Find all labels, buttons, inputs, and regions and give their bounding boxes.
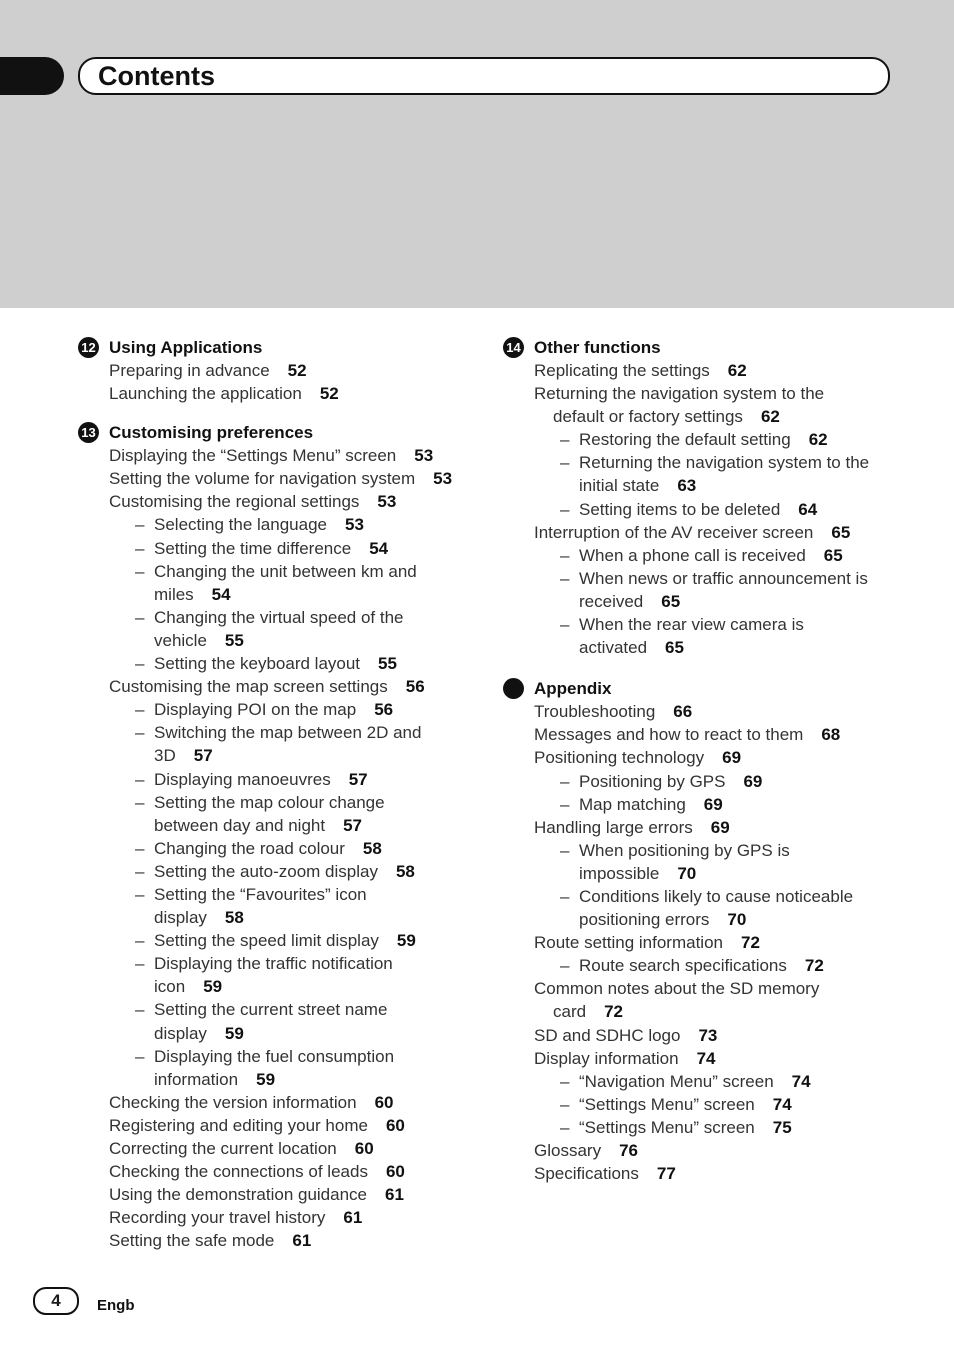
section-title[interactable]: Appendix — [534, 679, 612, 699]
page-ref: 58 — [395, 861, 415, 881]
dash-bullet: – — [560, 453, 570, 473]
section-heading — [78, 421, 478, 444]
toc-subentry[interactable] — [503, 839, 923, 885]
page-ref: 59 — [396, 931, 416, 951]
toc-subentry[interactable] — [78, 513, 478, 536]
entry-text: icon — [154, 977, 186, 997]
dash-bullet: – — [135, 838, 145, 858]
toc-subentry[interactable] — [78, 652, 478, 675]
page-ref: 62 — [760, 407, 780, 427]
toc-entry[interactable] — [78, 444, 478, 467]
dash-bullet: – — [135, 561, 145, 581]
page-ref: 73 — [698, 1025, 718, 1045]
entry-text: Registering and editing your home — [109, 1115, 368, 1135]
toc-section — [503, 677, 923, 1185]
page-ref: 65 — [665, 638, 684, 658]
toc-subentry[interactable] — [78, 929, 478, 952]
toc-column-left — [78, 336, 478, 1268]
page-ref: 65 — [661, 591, 681, 611]
page-ref: 70 — [727, 910, 747, 930]
page-ref: 58 — [224, 908, 244, 928]
entry-text: Using the demonstration guidance — [109, 1185, 367, 1205]
entry-text: Preparing in advance — [109, 361, 270, 380]
toc-subentry[interactable] — [78, 860, 478, 883]
page-ref: 68 — [821, 725, 841, 745]
entry-text: Checking the connections of leads — [109, 1162, 368, 1182]
entry-text: miles — [154, 584, 194, 604]
toc-entry[interactable] — [503, 700, 923, 723]
toc-entry[interactable] — [78, 490, 478, 513]
toc-entry[interactable] — [78, 359, 478, 382]
page-ref: 61 — [292, 1231, 312, 1251]
entry-text: Setting the time difference — [154, 538, 352, 558]
page-ref: 55 — [224, 630, 244, 650]
page-title: Contents — [98, 61, 215, 91]
toc-subentry[interactable] — [503, 1093, 923, 1116]
entry-text: Switching the map between 2D and — [154, 723, 422, 743]
page-ref: 59 — [256, 1069, 276, 1089]
toc-subentry[interactable] — [78, 837, 478, 860]
page-ref: 64 — [798, 499, 818, 519]
entry-text: display — [154, 908, 207, 928]
toc-entry[interactable] — [503, 359, 923, 382]
toc-subentry[interactable] — [503, 613, 923, 659]
page-ref: 75 — [772, 1117, 792, 1137]
section-title[interactable]: Customising preferences — [109, 423, 314, 443]
page-ref: 72 — [604, 1002, 623, 1022]
dash-bullet: – — [560, 956, 570, 976]
section-heading — [503, 677, 923, 700]
toc-entry[interactable] — [503, 816, 923, 839]
entry-text: Changing the road colour — [154, 838, 345, 858]
entry-text: Displaying the fuel consumption — [154, 1046, 395, 1066]
dash-bullet: – — [560, 794, 570, 814]
entry-text: “Settings Menu” screen — [579, 1117, 755, 1137]
entry-text: display — [154, 1023, 207, 1043]
dash-bullet: – — [135, 515, 145, 535]
page-ref: 74 — [696, 1048, 716, 1068]
toc-subentry[interactable] — [78, 768, 478, 791]
page-ref: 56 — [405, 677, 425, 697]
toc-entry[interactable] — [78, 382, 478, 405]
entry-text: card — [553, 1002, 587, 1022]
page-ref: 72 — [804, 956, 824, 976]
page-ref: 60 — [374, 1092, 394, 1112]
toc-subentry[interactable] — [503, 1116, 923, 1139]
dash-bullet: – — [135, 538, 145, 558]
dash-bullet: – — [135, 1000, 145, 1020]
entry-text: When news or traffic announcement is — [579, 568, 868, 588]
page-ref: 66 — [673, 702, 693, 722]
toc-entry[interactable] — [78, 1114, 478, 1137]
language-code: Engb — [97, 1297, 135, 1314]
entry-text: Specifications — [534, 1164, 639, 1184]
entry-text: Launching the application — [109, 384, 302, 404]
toc-entry[interactable] — [503, 977, 923, 1023]
toc-subentry[interactable] — [503, 428, 923, 451]
dash-bullet: – — [560, 886, 570, 906]
entry-text: When a phone call is received — [579, 545, 806, 565]
dash-bullet: – — [135, 769, 145, 789]
entry-text: “Settings Menu” screen — [579, 1094, 755, 1114]
toc-entry[interactable] — [78, 1091, 478, 1114]
chapter-number-badge: 13 — [78, 422, 99, 443]
dash-bullet: – — [560, 499, 570, 519]
dash-bullet: – — [135, 954, 145, 974]
toc-subentry[interactable] — [503, 498, 923, 521]
toc-entry[interactable] — [503, 1024, 923, 1047]
entry-text: Handling large errors — [534, 817, 693, 837]
toc-entry[interactable] — [503, 1139, 923, 1162]
page-ref: 60 — [385, 1115, 405, 1135]
dash-bullet: – — [135, 1046, 145, 1066]
dash-bullet: – — [560, 545, 570, 565]
entry-text: Setting the current street name — [154, 1000, 388, 1020]
page-ref: 61 — [385, 1185, 404, 1205]
toc-subentry[interactable] — [503, 793, 923, 816]
dash-bullet: – — [560, 430, 570, 450]
section-heading — [503, 336, 923, 359]
entry-text: Displaying POI on the map — [154, 700, 357, 720]
page-ref: 55 — [378, 654, 397, 674]
page-ref: 62 — [727, 361, 747, 380]
page-ref: 58 — [362, 838, 382, 858]
page-ref: 76 — [619, 1141, 638, 1160]
page-ref: 65 — [823, 545, 843, 565]
page-ref: 53 — [433, 469, 453, 489]
entry-text: 3D — [154, 746, 176, 766]
toc-column-right — [503, 336, 923, 1201]
page-ref: 52 — [287, 361, 307, 380]
toc-entry[interactable] — [503, 723, 923, 746]
entry-text: positioning errors — [579, 910, 710, 930]
toc-subentry[interactable] — [78, 1045, 478, 1091]
page-ref: 74 — [772, 1094, 792, 1114]
page-ref: 52 — [319, 384, 339, 404]
entry-text: Displaying the “Settings Menu” screen — [109, 446, 397, 466]
page-number: 4 — [33, 1287, 79, 1315]
entry-text: Route setting information — [534, 933, 723, 953]
entry-text: activated — [579, 638, 648, 658]
dash-bullet: – — [560, 615, 570, 635]
toc-entry[interactable] — [503, 1162, 923, 1185]
toc-entry[interactable] — [503, 746, 923, 769]
page-ref: 53 — [414, 446, 434, 466]
entry-text: Returning the navigation system to the — [534, 384, 825, 404]
dash-bullet: – — [135, 723, 145, 743]
toc-subentry[interactable] — [78, 883, 478, 929]
page-ref: 53 — [377, 492, 397, 512]
page-ref: 72 — [741, 933, 760, 953]
entry-text: Interruption of the AV receiver screen — [534, 522, 814, 542]
entry-text: Returning the navigation system to the — [579, 453, 870, 473]
entry-text: Route search specifications — [579, 956, 787, 976]
entry-text: Setting the safe mode — [109, 1231, 275, 1251]
page-ref: 74 — [791, 1071, 811, 1091]
entry-text: Correcting the current location — [109, 1139, 337, 1158]
entry-text: Conditions likely to cause noticeable — [579, 886, 854, 906]
toc-subentry[interactable] — [78, 537, 478, 560]
toc-entry[interactable] — [78, 1137, 478, 1160]
dash-bullet: – — [560, 1071, 570, 1091]
entry-text: Checking the version information — [109, 1092, 357, 1112]
entry-text: initial state — [579, 476, 660, 496]
toc-subentry[interactable] — [78, 606, 478, 652]
entry-text: Displaying manoeuvres — [154, 769, 331, 789]
toc-entry[interactable] — [78, 1229, 478, 1252]
entry-text: between day and night — [154, 815, 326, 835]
entry-text: Setting the keyboard layout — [154, 654, 361, 674]
entry-text: Changing the virtual speed of the — [154, 607, 404, 627]
page-ref: 69 — [703, 794, 723, 814]
chapter-number-badge: 12 — [78, 337, 99, 358]
entry-text: Positioning by GPS — [579, 771, 726, 791]
section-title[interactable]: Other functions — [534, 338, 661, 357]
page-ref: 70 — [677, 863, 697, 883]
dash-bullet: – — [135, 700, 145, 720]
toc-entry[interactable] — [78, 675, 478, 698]
entry-text: Positioning technology — [534, 748, 705, 768]
entry-text: Setting the map colour change — [154, 792, 385, 812]
entry-text: Selecting the language — [154, 515, 327, 535]
page-ref: 57 — [343, 815, 363, 835]
entry-text: Setting items to be deleted — [579, 499, 781, 519]
entry-text: Displaying the traffic notification — [154, 954, 393, 974]
page-ref: 62 — [808, 430, 828, 450]
dash-bullet: – — [135, 654, 145, 674]
dash-bullet: – — [135, 607, 145, 627]
entry-text: Changing the unit between km and — [154, 561, 417, 581]
toc-entry[interactable] — [78, 467, 478, 490]
dash-bullet: – — [560, 568, 570, 588]
chapter-number-badge — [503, 678, 524, 699]
toc-entry[interactable] — [503, 931, 923, 954]
dash-bullet: – — [560, 771, 570, 791]
toc-subentry[interactable] — [503, 770, 923, 793]
toc-subentry[interactable] — [503, 567, 923, 613]
page-ref: 69 — [722, 748, 742, 768]
entry-text: Troubleshooting — [534, 702, 656, 722]
page-ref: 54 — [369, 538, 389, 558]
toc-subentry[interactable] — [503, 954, 923, 977]
entry-text: Recording your travel history — [109, 1208, 326, 1228]
toc-entry[interactable] — [78, 1183, 478, 1206]
toc-entry[interactable] — [503, 382, 923, 428]
entry-text: vehicle — [154, 630, 207, 650]
toc-subentry[interactable] — [78, 721, 478, 767]
toc-subentry[interactable] — [78, 560, 478, 606]
entry-text: Display information — [534, 1048, 679, 1068]
toc-section — [78, 336, 478, 405]
toc-entry[interactable] — [503, 521, 923, 544]
entry-text: Restoring the default setting — [579, 430, 791, 450]
page-ref: 77 — [656, 1164, 676, 1184]
page-ref: 59 — [224, 1023, 244, 1043]
header-band — [0, 0, 954, 308]
dash-bullet: – — [560, 840, 570, 860]
section-heading — [78, 336, 478, 359]
entry-text: Messages and how to react to them — [534, 725, 804, 745]
chapter-tab — [0, 57, 64, 95]
toc-section — [78, 421, 478, 1252]
toc-subentry[interactable] — [503, 885, 923, 931]
entry-text: information — [154, 1069, 239, 1089]
entry-text: Replicating the settings — [534, 361, 710, 380]
entry-text: Map matching — [579, 794, 686, 814]
toc-subentry[interactable] — [78, 952, 478, 998]
toc-subentry[interactable] — [503, 1070, 923, 1093]
entry-text: Common notes about the SD memory — [534, 979, 820, 999]
page-ref: 60 — [354, 1139, 374, 1158]
entry-text: Setting the auto-zoom display — [154, 861, 378, 881]
entry-text: “Navigation Menu” screen — [579, 1071, 774, 1091]
dash-bullet: – — [560, 1117, 570, 1137]
dash-bullet: – — [135, 861, 145, 881]
page-ref: 65 — [831, 522, 851, 542]
toc-subentry[interactable] — [78, 698, 478, 721]
page-ref: 57 — [348, 769, 368, 789]
toc-subentry[interactable] — [78, 791, 478, 837]
page-ref: 61 — [343, 1208, 363, 1228]
page-ref: 69 — [710, 817, 730, 837]
page-ref: 56 — [374, 700, 394, 720]
toc-subentry[interactable] — [503, 451, 923, 497]
page-ref: 59 — [203, 977, 223, 997]
entry-text: Customising the map screen settings — [109, 677, 388, 697]
toc-entry[interactable] — [503, 1047, 923, 1070]
chapter-number-badge: 14 — [503, 337, 524, 358]
entry-text: received — [579, 591, 644, 611]
page-ref: 53 — [344, 515, 364, 535]
entry-text: Setting the “Favourites” icon — [154, 884, 367, 904]
toc-subentry[interactable] — [78, 998, 478, 1044]
entry-text: impossible — [579, 863, 660, 883]
page-ref: 57 — [193, 746, 213, 766]
dash-bullet: – — [135, 884, 145, 904]
toc-section — [503, 336, 923, 659]
entry-text: Setting the speed limit display — [154, 931, 379, 951]
toc-entry[interactable] — [78, 1206, 478, 1229]
toc-subentry[interactable] — [503, 544, 923, 567]
entry-text: default or factory settings — [553, 407, 743, 427]
page-ref: 63 — [677, 476, 697, 496]
toc-entry[interactable] — [78, 1160, 478, 1183]
page-ref: 69 — [743, 771, 763, 791]
page-ref: 54 — [211, 584, 231, 604]
entry-text: Setting the volume for navigation system — [109, 469, 416, 489]
entry-text: When positioning by GPS is — [579, 840, 790, 860]
page-ref: 60 — [385, 1162, 405, 1182]
dash-bullet: – — [560, 1094, 570, 1114]
entry-text: When the rear view camera is — [579, 615, 804, 635]
section-title[interactable]: Using Applications — [109, 338, 263, 357]
entry-text: SD and SDHC logo — [534, 1025, 681, 1045]
dash-bullet: – — [135, 792, 145, 812]
entry-text: Customising the regional settings — [109, 492, 360, 512]
dash-bullet: – — [135, 931, 145, 951]
entry-text: Glossary — [534, 1141, 602, 1160]
